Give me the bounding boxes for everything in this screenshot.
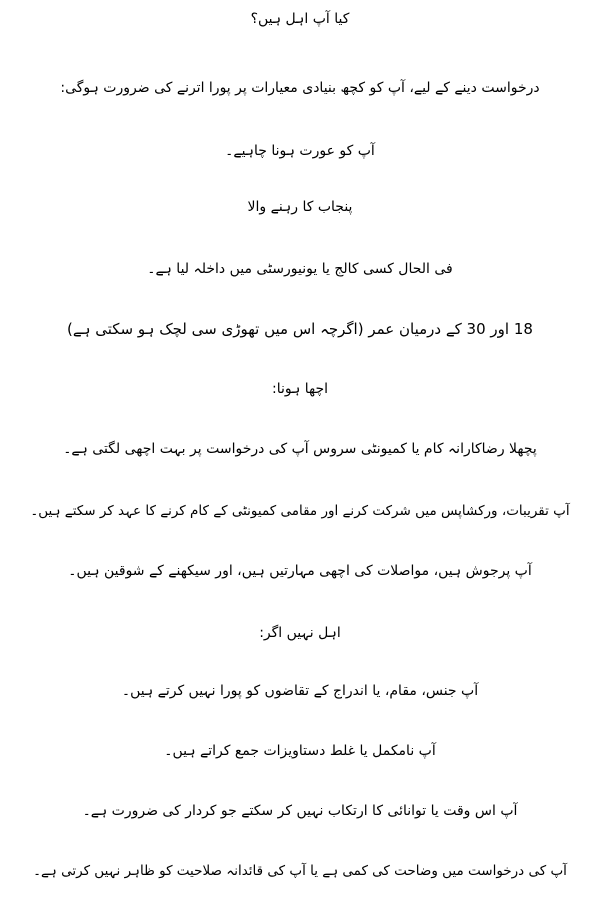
not-eligible-item: آپ اس وقت یا توانائی کا ارتکاب نہیں کر سکتے جو کردار کی ضرورت ہے۔ — [82, 803, 518, 819]
good-to-have-item: آپ پرجوش ہیں، مواصلات کی اچھی مہارتیں ہیں، اور سیکھنے کے شوقین ہیں۔ — [68, 563, 532, 579]
requirement-item: فی الحال کسی کالج یا یونیورسٹی میں داخلہ لیا ہے۔ — [147, 261, 453, 277]
good-to-have-item: پچھلا رضاکارانہ کام یا کمیونٹی سروس آپ کی درخواست پر بہت اچھی لگتی ہے۔ — [63, 441, 537, 457]
requirement-item: پنجاب کا رہنے والا — [247, 199, 353, 215]
not-eligible-item: آپ جنس، مقام، یا اندراج کے تقاضوں کو پورا نہیں کرتے ہیں۔ — [121, 683, 479, 699]
not-eligible-item: آپ نامکمل یا غلط دستاویزات جمع کراتے ہیں۔ — [164, 743, 436, 759]
eligibility-heading: کیا آپ اہل ہیں؟ — [250, 11, 350, 27]
requirement-item: آپ کو عورت ہونا چاہیے۔ — [225, 143, 375, 159]
good-to-have-item: آپ تقریبات، ورکشاپس میں شرکت کرنے اور مقامی کمیونٹی کے کام کرنے کا عہد کر سکتے ہیں۔ — [30, 503, 570, 519]
not-eligible-item: آپ کی درخواست میں وضاحت کی کمی ہے یا آپ کی قائدانہ صلاحیت کو ظاہر نہیں کرتی ہے۔ — [33, 863, 567, 879]
requirement-item: 18 اور 30 کے درمیان عمر (اگرچہ اس میں تھوڑی سی لچک ہو سکتی ہے) — [67, 320, 533, 338]
not-eligible-heading: اہل نہیں اگر: — [259, 625, 341, 641]
good-to-have-heading: اچھا ہونا: — [271, 381, 329, 397]
intro-text: درخواست دینے کے لیے، آپ کو کچھ بنیادی معیارات پر پورا اترنے کی ضرورت ہوگی: — [60, 80, 540, 96]
